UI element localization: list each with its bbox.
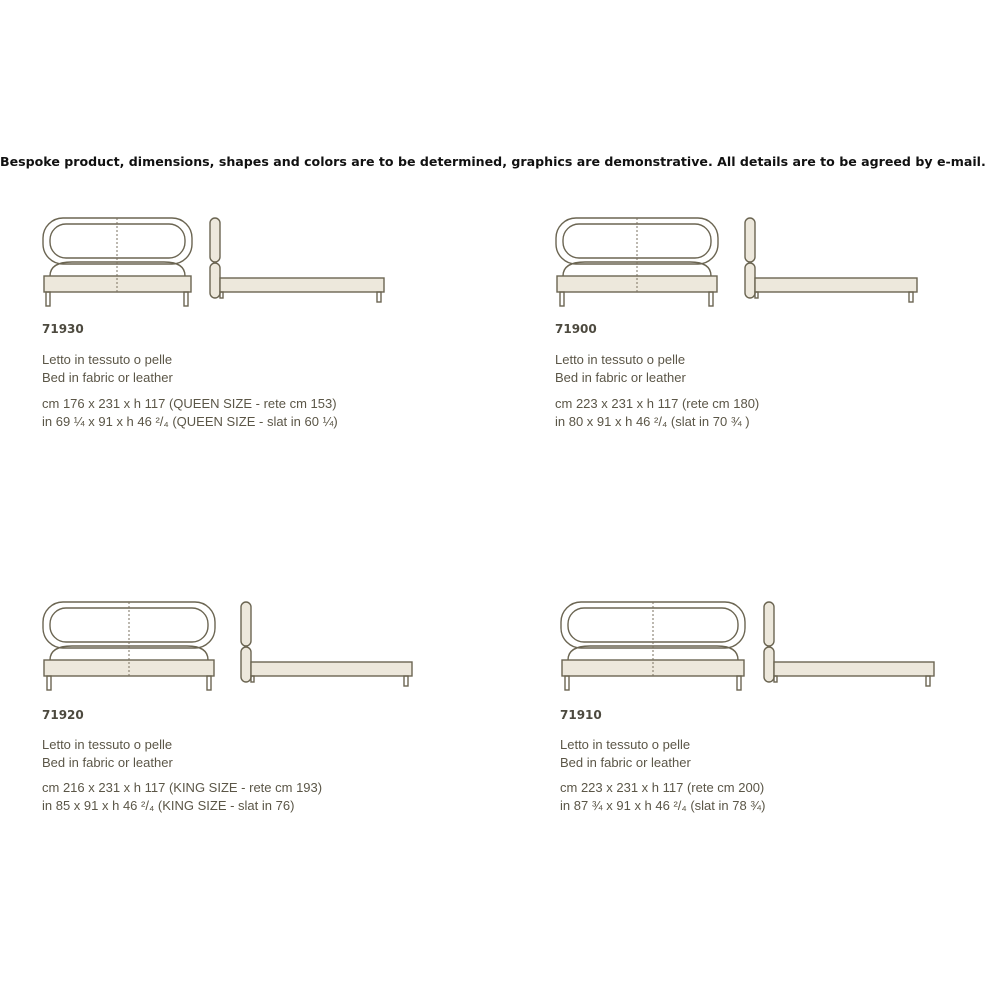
dimensions-cm: cm 223 x 231 x h 117 (rete cm 200): [560, 780, 765, 795]
front-view: [43, 602, 215, 690]
description-italian: Letto in tessuto o pelle: [560, 737, 691, 752]
dimensions-in: in 69 ¼ x 91 x h 46 ²/₄ (QUEEN SIZE - slat in 60 ¼): [42, 414, 338, 429]
product-code: 71920: [42, 708, 84, 722]
product-card-71920: [42, 598, 462, 818]
description-english: Bed in fabric or leather: [560, 755, 691, 770]
dimensions-cm: cm 223 x 231 x h 117 (rete cm 180): [555, 396, 760, 411]
product-description: [42, 736, 173, 772]
product-card-71930: [42, 214, 462, 434]
description-english: Bed in fabric or leather: [555, 370, 686, 385]
product-code: 71910: [560, 708, 602, 722]
product-dimensions: [42, 779, 322, 815]
description-italian: Letto in tessuto o pelle: [555, 352, 686, 367]
dimensions-in: in 87 ¾ x 91 x h 46 ²/₄ (slat in 78 ¾): [560, 798, 766, 813]
bed-drawing: [42, 598, 422, 694]
front-view: [561, 602, 745, 690]
product-description: [555, 351, 686, 387]
description-english: Bed in fabric or leather: [42, 755, 173, 770]
dimensions-in: in 85 x 91 x h 46 ²/₄ (KING SIZE - slat in 76): [42, 798, 295, 813]
front-view: [43, 218, 192, 306]
bed-drawing: [560, 598, 940, 694]
side-view: [745, 218, 917, 302]
dimensions-cm: cm 216 x 231 x h 117 (KING SIZE - rete cm 193): [42, 780, 323, 795]
side-view: [764, 602, 934, 686]
product-description: [560, 736, 691, 772]
bed-drawing: [555, 214, 935, 310]
product-dimensions: [560, 779, 765, 815]
product-card-71910: [560, 598, 980, 818]
side-view: [241, 602, 412, 686]
product-dimensions: [42, 395, 338, 431]
product-card-71900: [555, 214, 975, 434]
product-dimensions: [555, 395, 759, 431]
description-italian: Letto in tessuto o pelle: [42, 737, 173, 752]
disclaimer-notice: Bespoke product, dimensions, shapes and colors are to be determined, graphics are demonstrative. All details are to be agreed by e-mail.: [0, 154, 986, 169]
description-italian: Letto in tessuto o pelle: [42, 352, 173, 367]
front-view: [556, 218, 718, 306]
dimensions-in: in 80 x 91 x h 46 ²/₄ (slat in 70 ¾ ): [555, 414, 750, 429]
description-english: Bed in fabric or leather: [42, 370, 173, 385]
bed-drawing: [42, 214, 402, 310]
side-view: [210, 218, 384, 302]
product-code: 71900: [555, 322, 597, 336]
product-code: 71930: [42, 322, 84, 336]
product-description: [42, 351, 173, 387]
dimensions-cm: cm 176 x 231 x h 117 (QUEEN SIZE - rete cm 153): [42, 396, 337, 411]
